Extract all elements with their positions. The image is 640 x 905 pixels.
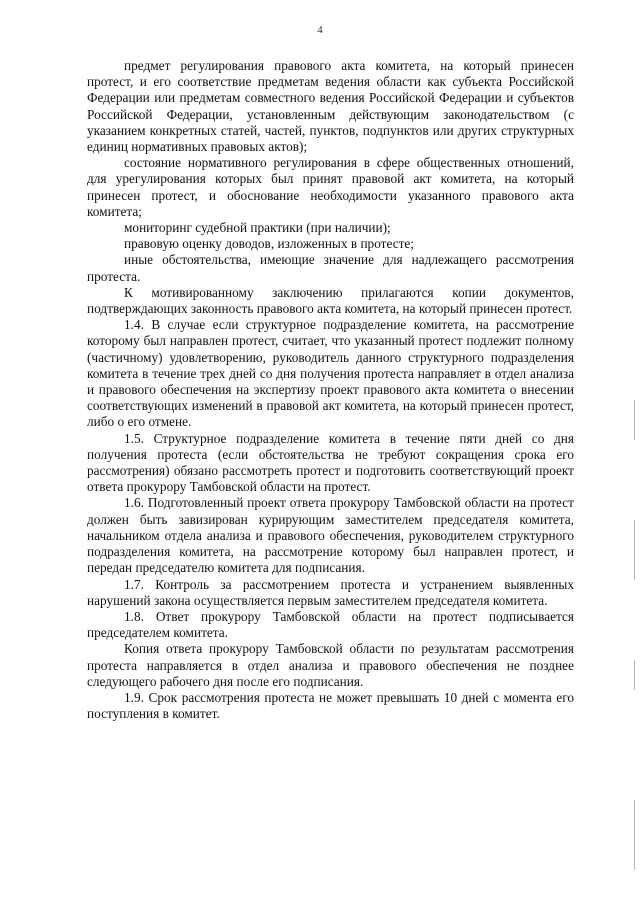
paragraph: К мотивированному заключению прилагаются копии документов, подтверждающих законность правового акта комитета, на который принесен протест. bbox=[87, 284, 574, 317]
paragraph: 1.4. В случае если структурное подразделение комитета, на рассмотрение которому был направлен протест, считает, что указанный протест подлежит полному (частичному) удовлетворению, руководитель данного структурного подразделения комитета в течение трех дней со дня получения протеста направляет в отдел анализа и правового обеспечения на экспертизу проект правового акта комитета о внесении соответствующих изменений в правовой акт комитета, на который принесен протест, либо о его отмене. bbox=[87, 317, 574, 430]
paragraph: 1.5. Структурное подразделение комитета в течение пяти дней со дня получения протеста (если обстоятельства не требуют сокращения срока его рассмотрения) обязано рассмотреть протест и подготовить соответствующий проект ответа прокурору Тамбовской области на протест. bbox=[87, 430, 574, 495]
paragraph: 1.7. Контроль за рассмотрением протеста и устранением выявленных нарушений закона осуществляется первым заместителем председателя комитета. bbox=[87, 576, 574, 608]
paragraph: 1.8. Ответ прокурору Тамбовской области на протест подписывается председателем комитета. bbox=[87, 608, 574, 641]
page-number: 4 bbox=[317, 24, 323, 36]
document-body bbox=[87, 58, 574, 722]
paragraph: иные обстоятельства, имеющие значение для надлежащего рассмотрения протеста. bbox=[87, 252, 574, 284]
paragraph: правовую оценку доводов, изложенных в протесте; bbox=[124, 236, 415, 252]
paragraph: мониторинг судебной практики (при наличии); bbox=[124, 220, 391, 236]
scan-edge-marks bbox=[632, 400, 638, 900]
paragraph: 1.9. Срок рассмотрения протеста не может превышать 10 дней с момента его поступления в комитет. bbox=[87, 689, 574, 722]
paragraph: состояние нормативного регулирования в сфере общественных отношений, для урегулирования которых был принят правовой акт комитета, на который принесен протест, и обоснование необходимости указанного правового акта комитета; bbox=[87, 155, 574, 219]
paragraph: Копия ответа прокурору Тамбовской области по результатам рассмотрения протеста направляется в отдел анализа и правового обеспечения не позднее следующего рабочего дня после его подписания. bbox=[87, 641, 574, 689]
paragraph: предмет регулирования правового акта комитета, на который принесен протест, и его соответствие предметам ведения области как субъекта Российской Федерации или предметам совместного ведения Российской Федерации и субъектов Российской Федерации, установленным действующим законодательством (с указанием конкретных статей, частей, пунктов, подпунктов или других структурных единиц нормативных правовых актов); bbox=[87, 58, 574, 155]
paragraph: 1.6. Подготовленный проект ответа прокурору Тамбовской области на протест должен быть завизирован курирующим заместителем председателя комитета, начальником отдела анализа и правового обеспечения, руководителем структурного подразделения комитета, на рассмотрение которому был направлен протест, и передан председателю комитета для подписания. bbox=[87, 495, 574, 576]
